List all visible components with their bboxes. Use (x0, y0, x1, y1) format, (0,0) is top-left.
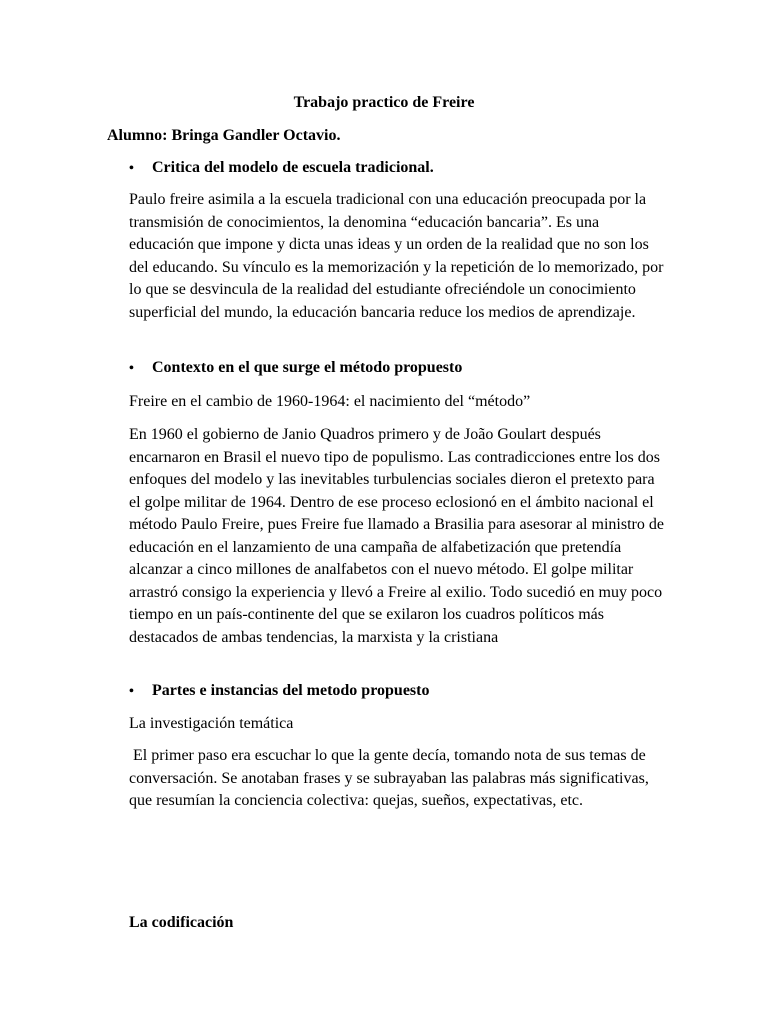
paragraph-investigacion: El primer paso era escuchar lo que la gente decía, tomando nota de sus temas de conversación. Se anotaban frases y se subrayaban las palabras más significativas, que resumían la conciencia colectiva: quejas, sueños, expectativas, etc. (129, 747, 653, 809)
section-heading-label: Contexto en el que surge el método propuesto (152, 359, 463, 376)
paragraph-critica: Paulo freire asimila a la escuela tradicional con una educación preocupada por la transmisión de conocimientos, la denomina “educación bancaria”. Es una educación que impone y dicta unas ideas y un orden de la realidad que no son los del educando. Su vínculo es la memorización y la repetición de lo memorizado, por lo que se desvincula de la realidad del estudiante ofreciéndole un conocimiento superficial del mundo, la educación bancaria reduce los medios de aprendizaje. (129, 191, 664, 321)
subheading-investigacion-tematica: La investigación temática (129, 715, 294, 732)
bullet-icon: • (129, 161, 134, 176)
subheading-freire-cambio: Freire en el cambio de 1960-1964: el nacimiento del “método” (129, 393, 531, 410)
section-heading-label: Partes e instancias del metodo propuesto (152, 682, 430, 699)
section-heading-label: Critica del modelo de escuela tradicional. (152, 159, 434, 176)
document-title: Trabajo practico de Freire (293, 94, 475, 111)
heading-codificacion: La codificación (129, 914, 234, 931)
bullet-icon: • (129, 361, 134, 376)
section-heading-partes (129, 680, 429, 703)
bullet-icon: • (129, 684, 134, 699)
student-name: Alumno: Bringa Gandler Octavio. (107, 127, 341, 144)
section-heading-critica (129, 157, 434, 180)
paragraph-contexto: En 1960 el gobierno de Janio Quadros primero y de João Goulart después encarnaron en Brasil el nuevo tipo de populismo. Las contradicciones entre los dos enfoques del modelo y las inevitables turbulencias sociales dieron el pretexto para el golpe militar de 1964. Dentro de ese proceso eclosionó en el ámbito nacional el método Paulo Freire, pues Freire fue llamado a Brasilia para asesorar al ministro de educación en el lanzamiento de una campaña de alfabetización que pretendía alcanzar a cinco millones de analfabetos con el nuevo método. El golpe militar arrastró consigo la experiencia y llevó a Freire al exilio. Todo sucedió en muy poco tiempo en un país-continente del que se exilaron los cuadros políticos más destacados de ambas tendencias, la marxista y la cristiana (129, 426, 664, 646)
section-heading-contexto (129, 357, 462, 380)
